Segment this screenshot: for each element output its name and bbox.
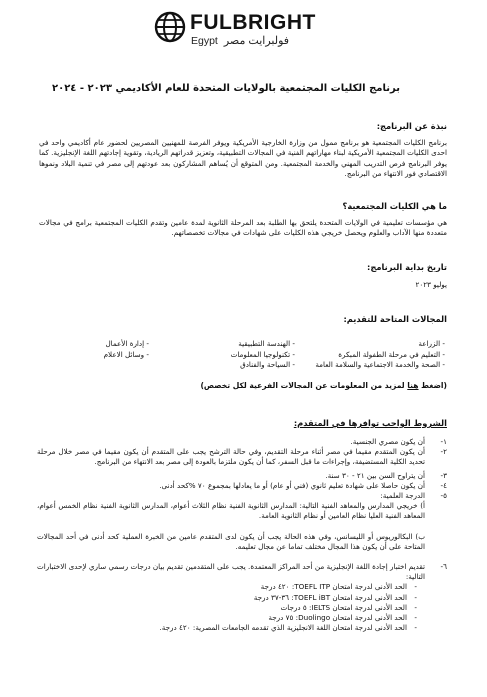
score-item: - الحد الأدنى لدرجة امتحان Duolingo: ٧٥ درجة — [37, 613, 425, 623]
requirement-number: ٤- — [440, 480, 447, 490]
score-item: - الحد الأدنى لدرجة امتحان IELTS: ٥ درجات — [37, 603, 425, 613]
score-list — [37, 582, 425, 633]
requirement-subitem-text: ب) البكالوريوس أو الليسانس، وفي هذه الحالة يجب أن يكون لدى المتقدم عامين من الخبرة العملية كحد أدنى في أحد المجالات المتاحة على أن يكون هذا المجال مختلف تماما عن مجال تعليمه. — [37, 531, 425, 551]
fields-column-2 — [231, 339, 295, 371]
more-info-pre: (اضغط — [418, 381, 447, 390]
fields-list — [39, 339, 447, 373]
globe-icon — [154, 11, 186, 43]
field-item: - تكنولوجيا المعلومات — [230, 349, 295, 359]
requirement-item — [37, 481, 447, 491]
fields-column-1 — [315, 339, 445, 371]
field-item: - السياحة والفنادق — [240, 360, 295, 370]
requirements-heading-text: الشروط الواجب توافرها في المتقدم: — [293, 418, 447, 428]
what-heading: ما هي الكليات المجتمعية؟ — [342, 201, 447, 211]
score-item: - الحد الأدنى لدرجة امتحان اللغة الانجليزية الذي تقدمه الجامعات المصرية: ٤٢٠ درجة. — [37, 623, 425, 633]
field-item: - وسائل الاعلام — [103, 349, 149, 359]
requirement-number: ٣- — [440, 470, 447, 480]
fields-heading: المجالات المتاحة للتقديم: — [343, 314, 447, 324]
requirement-subitem-text: أ) خريجي المدارس والمعاهد الفنية التالية: المدارس الثانوية الفنية نظام الثلاث أعوام، المدارس الثانوية الفنية نظام الخمس أعوام، المعاهد الفنية العليا نظام العامين أو نظام الثانوية العامة. — [37, 501, 425, 521]
logo-sub-ar: فولبرايت مصر — [223, 35, 290, 47]
field-item: - إدارة الأعمال — [105, 339, 149, 348]
page-title: برنامج الكليات المجتمعية بالولايات المتحدة للعام الأكاديمي ٢٠٢٣ - ٢٠٢٤ — [52, 83, 400, 94]
requirement-item — [37, 437, 447, 447]
more-info-link[interactable]: هنا — [407, 381, 419, 390]
requirements-heading — [37, 418, 447, 429]
fields-column-3 — [104, 339, 149, 360]
more-info-post: لمزيد من المعلومات عن المجالات الفرعية لكل تخصص) — [200, 381, 408, 390]
requirement-text: أن يكون المتقدم مقيما في مصر أثناء مرحلة التقديم، وفي حالة الترشح يجب على المتقدم أن يكون مقيما في مصر خلال مرحلة تحديد الكلية المستضيفة، وإجراءات ما قبل السفر، كما أن يكون ملتزما بالعودة إلى مصر بعد الانتهاء من البرنامج. — [37, 447, 425, 467]
requirement-number: ٥- — [440, 491, 447, 501]
fulbright-logo — [150, 8, 450, 48]
field-item: - التعليم في مرحلة الطفولة المبكرة — [338, 349, 445, 359]
requirement-item — [37, 447, 447, 467]
requirement-item — [37, 491, 447, 501]
requirement-item — [37, 471, 447, 481]
requirement-text: تقديم اختبار إجادة اللغة الإنجليزية من أحد المراكز المعتمدة. يجب على المتقدمين تقديم بيان درجات رسمي ساري لإحدى الاختبارات التالية: — [37, 562, 425, 582]
field-item: - الهندسة التطبيقية — [238, 339, 295, 348]
requirement-subitem-a — [37, 501, 447, 521]
requirement-number: ٦- — [440, 562, 447, 572]
requirement-number: ١- — [440, 437, 447, 446]
field-item: - الزراعة — [418, 339, 445, 348]
requirement-text: أن يكون حاصلا على شهادة تعليم ثانوي (فني أو عام) أو ما يعادلها بمجموع ٧٠ %كحد أدنى. — [159, 480, 425, 490]
more-info-note — [37, 380, 447, 391]
field-item: - الصحة والخدمة الاجتماعية والسلامة العامة — [315, 360, 445, 370]
requirement-text: أن يتراوح السن بين ٢١ - ٣٠ سنة. — [325, 470, 425, 480]
requirement-text: أن يكون مصري الجنسية. — [350, 437, 425, 446]
about-heading: نبذة عن البرنامج: — [376, 121, 447, 131]
about-body: برنامج الكليات المجتمعية هو برنامج ممول من وزارة الخارجية الأمريكية ويوفر الفرصة للمهنيين المصريين لحضور عام أكاديمي واحد في احدى الكليات المجتمعية الأمريكية لبناء مهاراتهم الفنية في المجالات التطبيقية، وتعزيز قدراتهم الريادية، وتقوية إجادتهم اللغة الإنجليزية. كما يوفر البرنامج فرص التدريب المهني والخدمة المجتمعية. ومن المتوقع أن يُساهم المشاركون بعد عودتهم إلى مصر في تنمية البلاد ونموها الاقتصادي فور الانتهاء من البرنامج. — [39, 138, 447, 179]
score-item: - الحد الأدنى لدرجة امتحان TOEFL ITP: ٤٢٠ درجة — [37, 582, 425, 592]
requirement-text: الدرجة العلمية: — [380, 491, 425, 501]
logo-subtitle — [191, 35, 289, 47]
logo-sub-en: Egypt — [191, 35, 218, 47]
what-body: هي مؤسسات تعليمية في الولايات المتحدة يلتحق بها الطلبة بعد المرحلة الثانوية لمدة عامين وتقدم الكليات المجتمعية برامج في مجالات متعددة منها الآداب والعلوم ويحصل خريجي هذه الكليات على شهادات في مجالات تخصصاتهم. — [39, 218, 447, 238]
requirement-item — [37, 562, 447, 582]
logo-wordmark: FULBRIGHT — [190, 11, 316, 34]
start-value: يوليو ٢٠٢٣ — [415, 280, 447, 289]
requirement-number: ٢- — [440, 447, 447, 457]
requirement-subitem-b — [37, 532, 447, 552]
requirements-list — [37, 437, 447, 633]
start-heading: تاريخ بداية البرنامج: — [367, 262, 447, 272]
score-item: - الحد الأدنى لدرجة امتحان TOEFL iBT: ٣٦-٣٧ درجة — [37, 593, 425, 603]
